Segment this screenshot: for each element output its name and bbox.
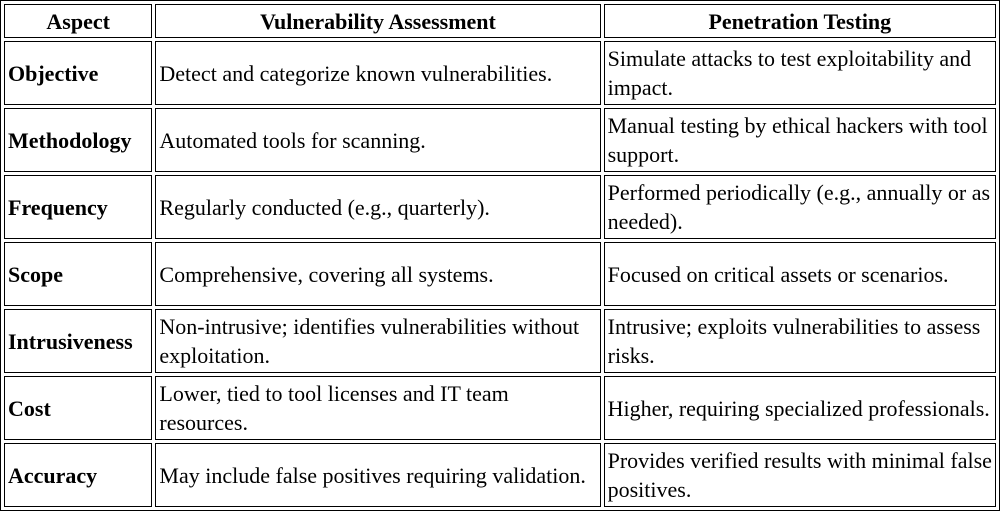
vulnerability-assessment-cell: Comprehensive, covering all systems.	[155, 242, 600, 306]
penetration-testing-cell: Manual testing by ethical hackers with tool support.	[604, 108, 996, 172]
aspect-cell: Frequency	[4, 175, 152, 239]
aspect-cell: Objective	[4, 41, 152, 105]
vulnerability-assessment-cell: Non-intrusive; identifies vulnerabilities without exploitation.	[155, 309, 600, 373]
header-vulnerability-assessment: Vulnerability Assessment	[155, 4, 600, 38]
penetration-testing-cell: Intrusive; exploits vulnerabilities to assess risks.	[604, 309, 996, 373]
penetration-testing-cell: Higher, requiring specialized professionals.	[604, 376, 996, 440]
table-row	[4, 376, 996, 440]
vulnerability-assessment-cell: Regularly conducted (e.g., quarterly).	[155, 175, 600, 239]
header-aspect: Aspect	[4, 4, 152, 38]
aspect-cell: Cost	[4, 376, 152, 440]
vulnerability-assessment-cell: Lower, tied to tool licenses and IT team resources.	[155, 376, 600, 440]
table-row	[4, 443, 996, 507]
header-penetration-testing: Penetration Testing	[604, 4, 996, 38]
aspect-cell: Accuracy	[4, 443, 152, 507]
penetration-testing-cell: Focused on critical assets or scenarios.	[604, 242, 996, 306]
vulnerability-assessment-cell: May include false positives requiring validation.	[155, 443, 600, 507]
aspect-cell: Methodology	[4, 108, 152, 172]
table-row	[4, 242, 996, 306]
penetration-testing-cell: Simulate attacks to test exploitability and impact.	[604, 41, 996, 105]
table-row	[4, 41, 996, 105]
penetration-testing-cell: Provides verified results with minimal false positives.	[604, 443, 996, 507]
penetration-testing-cell: Performed periodically (e.g., annually or as needed).	[604, 175, 996, 239]
aspect-cell: Intrusiveness	[4, 309, 152, 373]
table-row	[4, 309, 996, 373]
table-row	[4, 175, 996, 239]
vulnerability-assessment-cell: Automated tools for scanning.	[155, 108, 600, 172]
aspect-cell: Scope	[4, 242, 152, 306]
table-row	[4, 108, 996, 172]
header-row	[4, 4, 996, 38]
vulnerability-assessment-cell: Detect and categorize known vulnerabilities.	[155, 41, 600, 105]
